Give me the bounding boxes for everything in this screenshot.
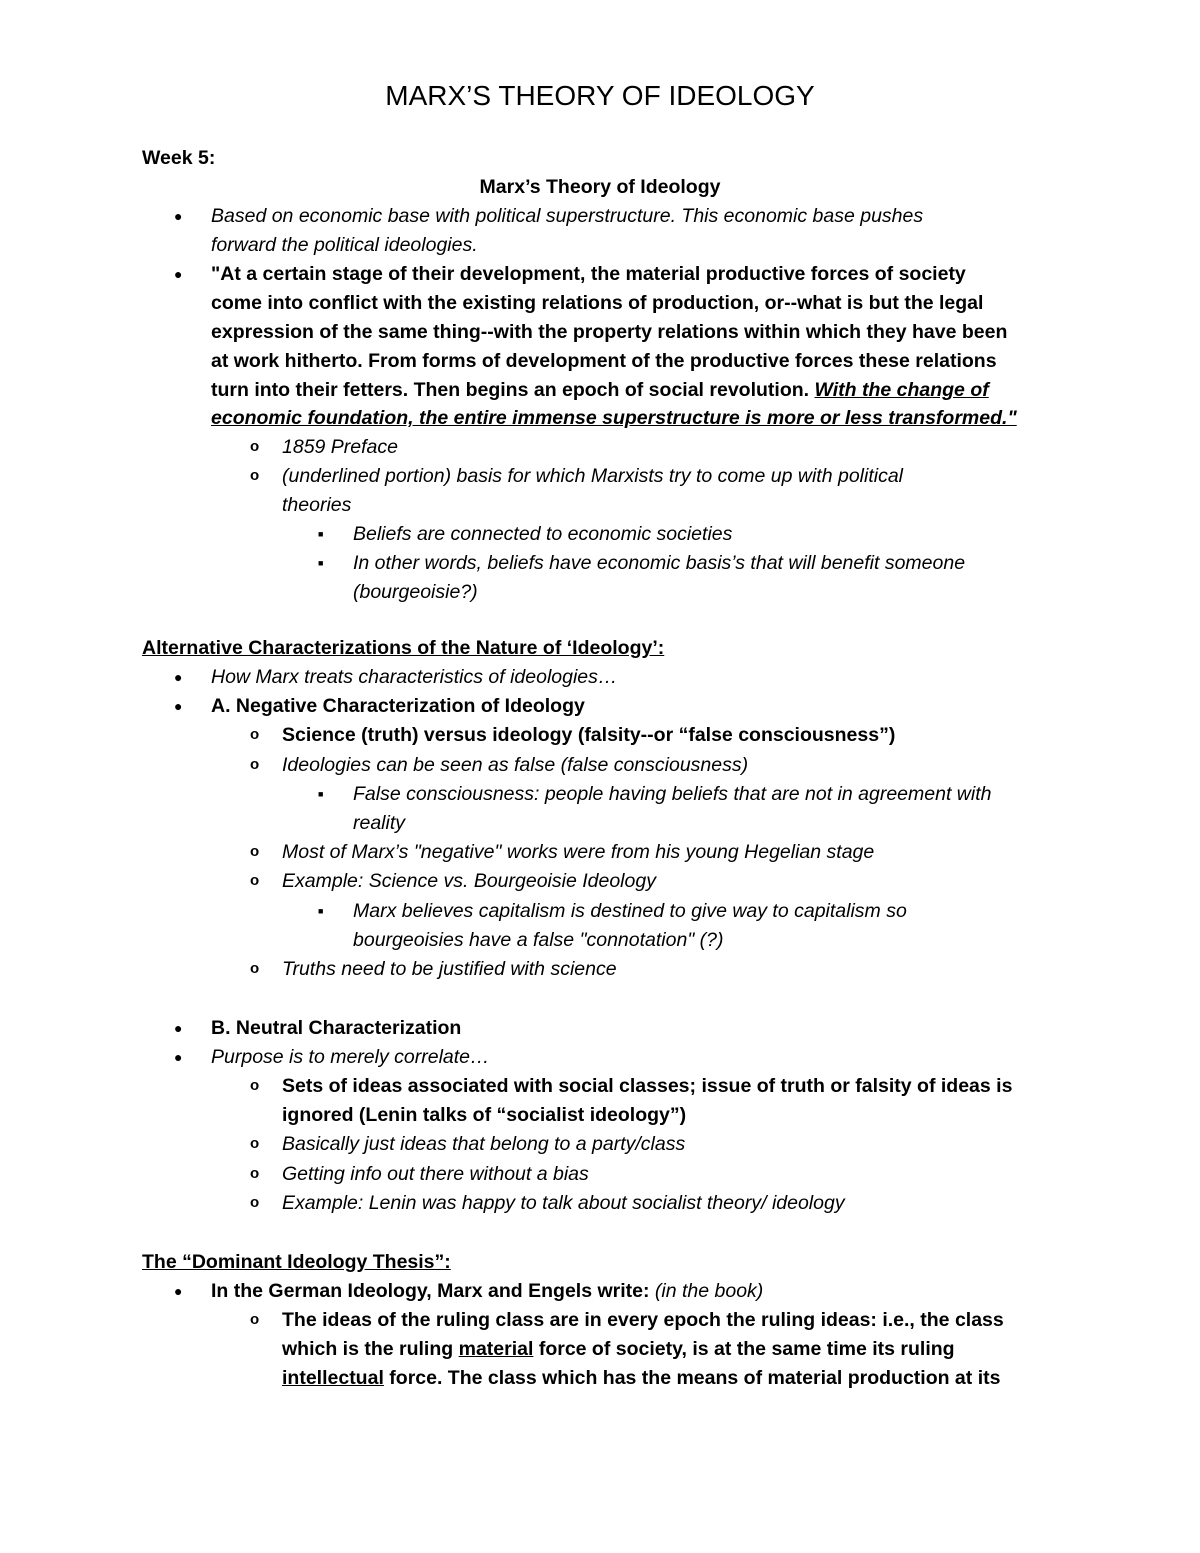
bullet-icon: ● [174,1283,183,1299]
list-item-bold-text: In the German Ideology, Marx and Engels write: [211,1280,655,1302]
circle-bullet-icon: o [250,756,260,773]
quote-line: expression of the same thing--with the property relations within which they have been [211,321,1008,343]
quote-line: come into conflict with the existing relations of production, or--what is but the legal [211,292,984,314]
bullet-icon: ● [174,1049,183,1065]
quote-text: turn into their fetters. Then begins an epoch of social revolution. [211,379,815,401]
square-bullet-icon: ■ [318,906,324,916]
quote-emphasis-line: economic foundation, the entire immense superstructure is more or less transformed." [211,407,1017,429]
sub-list-item: Getting info out there without a bias [282,1163,589,1185]
sub-list-item-continuation: ignored (Lenin talks of “socialist ideology”) [282,1104,687,1126]
list-item-heading: B. Neutral Characterization [211,1017,462,1039]
sub-sub-list-item-continuation: (bourgeoisie?) [353,581,478,603]
circle-bullet-icon: o [250,1311,260,1328]
circle-bullet-icon: o [250,872,260,889]
sub-list-item-continuation: theories [282,494,352,516]
section-heading-marx-theory: Marx’s Theory of Ideology [479,176,721,198]
sub-sub-list-item-continuation: reality [353,812,406,834]
square-bullet-icon: ■ [318,529,324,539]
sub-list-item: Basically just ideas that belong to a party/class [282,1133,686,1155]
square-bullet-icon: ■ [318,789,324,799]
list-item: Based on economic base with political superstructure. This economic base pushes [211,205,924,227]
quote-emphasis: With the change of [814,379,989,401]
week-label: Week 5: [142,147,216,169]
square-bullet-icon: ■ [318,558,324,568]
sub-list-item: 1859 Preface [282,436,399,458]
sub-sub-list-item: Marx believes capitalism is destined to give way to capitalism so [353,900,907,922]
sub-list-item: Example: Lenin was happy to talk about socialist theory/ ideology [282,1192,845,1214]
sub-sub-list-item-continuation: bourgeoisies have a false "connotation" (?) [353,929,724,951]
text-run: force. The class which has the means of material production at its [383,1367,1001,1389]
circle-bullet-icon: o [250,1194,260,1211]
quote-line: at work hitherto. From forms of development of the productive forces these relations [211,350,997,372]
sub-list-item-continuation [282,1337,955,1361]
text-run: which is the ruling [282,1338,459,1360]
list-item [211,1279,763,1303]
list-item-note: (in the book) [654,1280,764,1302]
sub-list-item: Example: Science vs. Bourgeoisie Ideology [282,870,656,892]
sub-list-item: Sets of ideas associated with social classes; issue of truth or falsity of ideas is [282,1075,1013,1097]
bullet-icon: ● [174,266,183,282]
sub-list-item: Ideologies can be seen as false (false consciousness) [282,754,749,776]
list-item-heading: A. Negative Characterization of Ideology [211,695,585,717]
circle-bullet-icon: o [250,1135,260,1152]
bullet-icon: ● [174,669,183,685]
sub-list-item: Truths need to be justified with science [282,958,617,980]
bullet-icon: ● [174,698,183,714]
circle-bullet-icon: o [250,1077,260,1094]
sub-sub-list-item: In other words, beliefs have economic basis’s that will benefit someone [353,552,966,574]
text-run: force of society, is at the same time its ruling [533,1338,955,1360]
sub-sub-list-item: False consciousness: people having beliefs that are not in agreement with [353,783,992,805]
sub-list-item: Most of Marx’s "negative" works were from his young Hegelian stage [282,841,875,863]
list-item: How Marx treats characteristics of ideologies… [211,666,618,688]
circle-bullet-icon: o [250,467,260,484]
quote-line: "At a certain stage of their development, the material productive forces of society [211,263,966,285]
sub-list-item: Science (truth) versus ideology (falsity--or “false consciousness”) [282,724,896,746]
list-item-continuation: forward the political ideologies. [211,234,478,256]
sub-list-item: (underlined portion) basis for which Marxists try to come up with political [282,465,904,487]
underlined-word: material [458,1338,534,1360]
sub-list-item-continuation [282,1366,1000,1390]
circle-bullet-icon: o [250,438,260,455]
sub-sub-list-item: Beliefs are connected to economic societies [353,523,733,545]
quote-line [211,378,989,402]
bullet-icon: ● [174,208,183,224]
circle-bullet-icon: o [250,1165,260,1182]
section-heading-alternative: Alternative Characterizations of the Nature of ‘Ideology’: [142,637,665,659]
sub-list-item: The ideas of the ruling class are in every epoch the ruling ideas: i.e., the class [282,1309,1004,1331]
circle-bullet-icon: o [250,726,260,743]
section-heading-dominant-ideology: The “Dominant Ideology Thesis”: [142,1251,451,1273]
list-item: Purpose is to merely correlate… [211,1046,490,1068]
circle-bullet-icon: o [250,960,260,977]
circle-bullet-icon: o [250,843,260,860]
bullet-icon: ● [174,1020,183,1036]
underlined-word: intellectual [282,1367,384,1389]
document-title: MARX’S THEORY OF IDEOLOGY [385,80,815,111]
